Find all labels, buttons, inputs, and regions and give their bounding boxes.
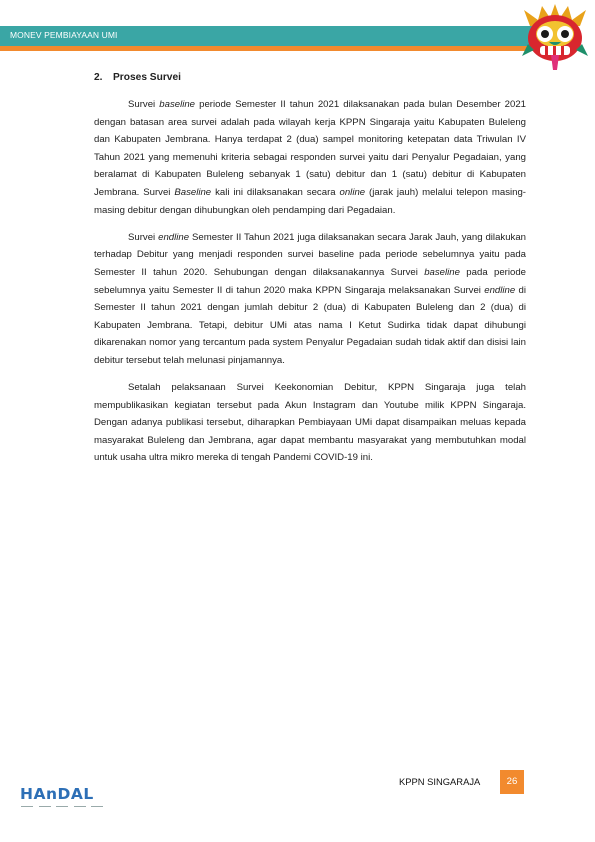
paragraph-text: Survei [128, 231, 159, 243]
italic-term: online [339, 186, 366, 198]
header-accent-line [0, 46, 540, 51]
paragraph-3 [94, 379, 526, 467]
section-title: Proses Survei [113, 72, 181, 83]
paragraph-text: (jarak jauh) melalui telepon masing-masing debitur dengan dihubungkan oleh pendamping dari Pegadaian. [94, 186, 526, 216]
section-heading [94, 72, 526, 83]
main-content [94, 72, 526, 477]
logo-tagline [21, 806, 103, 809]
handal-logo-icon [20, 780, 106, 816]
paragraph-text: Setalah pelaksanaan Survei Keekonomian Debitur, KPPN Singaraja juga telah mempublikasikan kegiatan tersebut pada Akun Instagram dan Youtube milik KPPN Singaraja. Dengan adanya publikasi tersebut, diharapkan Pembiayaan UMi dapat disampaikan meluas kepada masyarakat Buleleng dan Jembrana, agar dapat membantu masyarakat yang membutuhkan modal untuk usaha ultra mikro mereka di tengah Pandemi COVID-19 ini. [94, 382, 526, 464]
footer-org: KPPN SINGARAJA [399, 776, 481, 787]
italic-term: baseline [159, 99, 196, 110]
italic-term: Baseline [174, 186, 212, 198]
paragraph-text: di Semester II tahun 2021 dengan jumlah debitur 2 (dua) di Kabupaten Buleleng dan 2 (dua) di Kabupaten Jembrana. Tetapi, debitur UMi atas nama I Ketut Sudirka tidak dapat dihubungi dikarenakan nomor yang tercantum pada system Penyalur Pegadaian sudah tidak aktif dan disisi lain debitur tersebut telah melunasi pinjamannya. [94, 284, 526, 366]
paragraph-text: pada periode sebelumnya yaitu Semester II di tahun 2020 maka KPPN Singaraja melaksanakan Survei [94, 266, 526, 296]
barong-mask-icon [520, 4, 590, 74]
italic-term: baseline [424, 266, 460, 278]
paragraph-2 [94, 229, 526, 370]
italic-term: endline [158, 231, 190, 243]
paragraph-text: periode Semester II tahun 2021 dilaksanakan pada bulan Desember 2021 dengan batasan area survei adalah pada wilayah kerja KPPN Singaraja yaitu Kabupaten Buleleng dan Kabupaten Jembrana. Hanya terdapat 2 (dua) sampel monitoring ketepatan data Triwulan IV Tahun 2021 yang memenuhi kriteria sebagai responden survei yaitu dari Penyalur Pegadaian, yang beralamat di Kabupaten Buleleng sebanyak 1 (satu) debitur dan 1 (satu) debitur di Kabupaten Jembrana. Survei [94, 99, 527, 198]
italic-term: endline [484, 284, 516, 296]
paragraph-text: Semester II Tahun 2021 juga dilaksanakan secara Jarak Jauh, yang dilakukan terhadap Debitur yang menjadi responden survei baseline pada periode sebelumnya yaitu pada Semester II tahun 2020. Sehubungan dengan dilaksanakannya Survei [94, 231, 526, 278]
paragraph-text: kali ini dilaksanakan secara [211, 186, 340, 198]
section-number: 2. [94, 72, 103, 83]
logo-text: HAnDAL [20, 785, 94, 803]
paragraph-text: Survei [128, 99, 160, 110]
header-title: MONEV PEMBIAYAAN UMI [10, 30, 118, 40]
page-number: 26 [500, 770, 524, 794]
paragraph-1 [94, 96, 526, 219]
